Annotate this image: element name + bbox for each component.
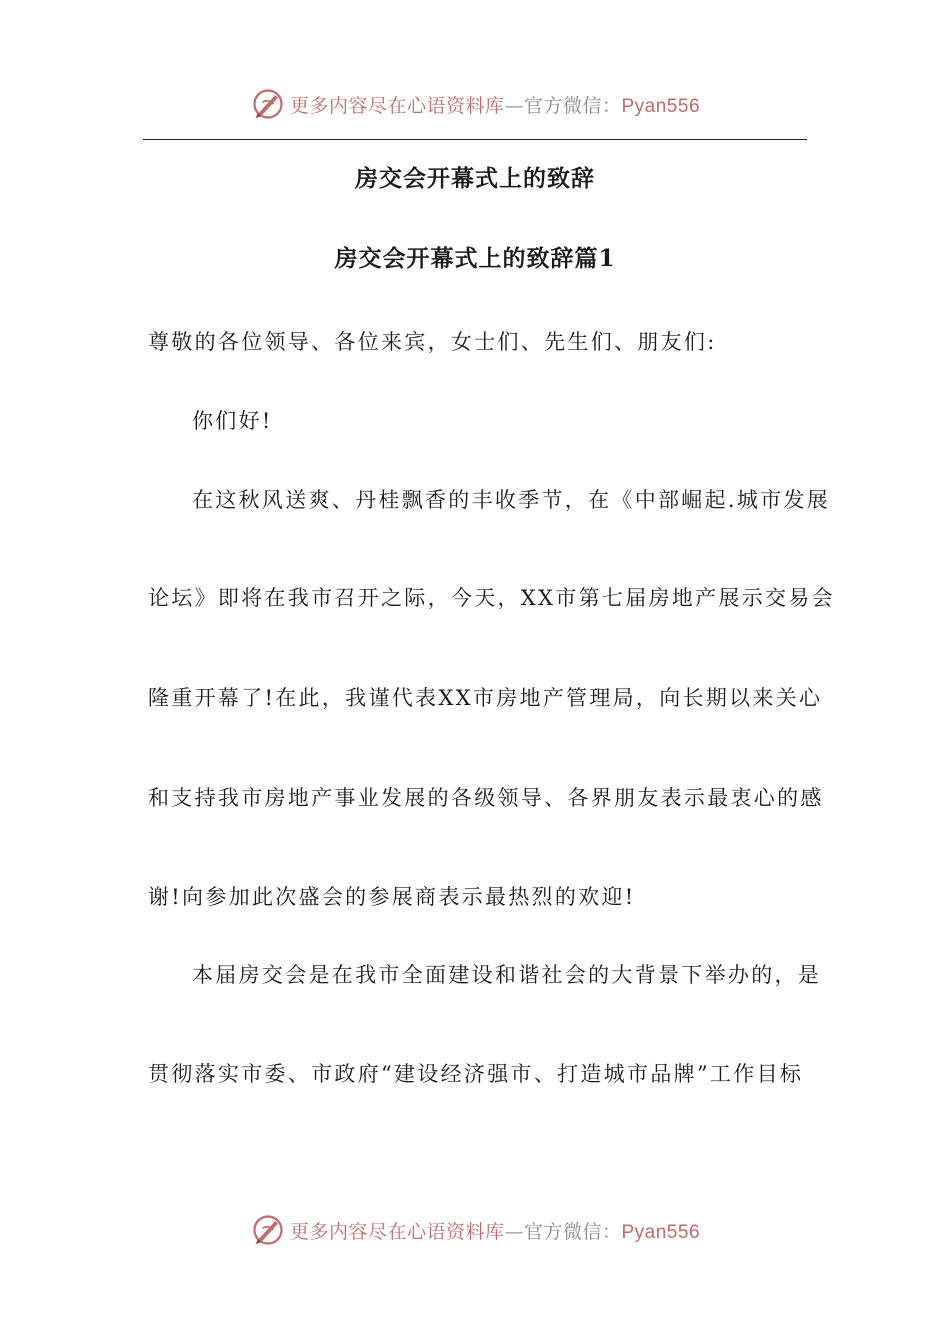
pen-logo-icon [250, 86, 286, 122]
body-line: 和支持我市房地产事业发展的各级领导、各界朋友表示最衷心的感 [148, 786, 824, 810]
header-banner-text [290, 91, 700, 118]
header-label: 官方微信： [523, 94, 622, 117]
body-line: 贯彻落实市委、市政府“建设经济强市、打造城市品牌”工作目标 [148, 1062, 804, 1086]
header-site-name: 更多内容尽在心语资料库 [289, 94, 505, 117]
body-line: 谢!向参加此次盛会的参展商表示最热烈的欢迎! [148, 885, 636, 909]
body-line: 尊敬的各位领导、各位来宾，女士们、先生们、朋友们: [148, 330, 717, 354]
body-line: 论坛》即将在我市召开之际，今天，XX市第七届房地产展示交易会 [148, 586, 835, 610]
body-line: 你们好! [192, 409, 273, 433]
header-wechat-id: Pyan556 [621, 95, 701, 117]
document-title: 房交会开幕式上的致辞 [355, 165, 595, 192]
footer-wechat-id: Pyan556 [621, 1221, 701, 1243]
pen-logo-icon [250, 1212, 286, 1248]
footer-site-name: 更多内容尽在心语资料库 [289, 1220, 505, 1243]
header-banner [0, 84, 950, 124]
body-line: 本届房交会是在我市全面建设和谐社会的大背景下举办的，是 [192, 963, 822, 987]
footer-banner-text [290, 1217, 700, 1244]
body-line: 在这秋风送爽、丹桂飘香的丰收季节，在《中部崛起.城市发展 [192, 488, 831, 512]
footer-banner [0, 1210, 950, 1250]
document-subtitle: 房交会开幕式上的致辞篇1 [334, 245, 616, 272]
header-divider [143, 139, 807, 140]
body-line: 隆重开幕了!在此，我谨代表XX市房地产管理局，向长期以来关心 [148, 686, 823, 710]
footer-label: 官方微信： [523, 1220, 622, 1243]
footer-dash: — [504, 1220, 524, 1243]
header-dash: — [504, 94, 524, 117]
